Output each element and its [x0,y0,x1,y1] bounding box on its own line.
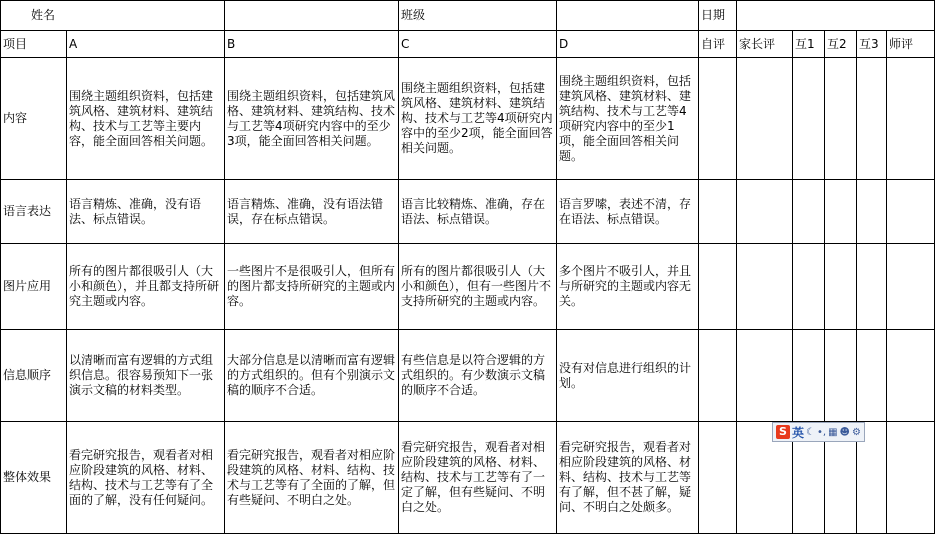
col-c[interactable]: C [399,31,557,58]
score-cell[interactable] [793,180,825,244]
score-cell[interactable] [737,180,793,244]
score-cell[interactable] [887,422,935,534]
score-cell[interactable] [887,244,935,330]
score-cell[interactable] [737,330,793,422]
score-cell[interactable] [825,180,857,244]
col-self[interactable]: 自评 [699,31,737,58]
row-label-images[interactable]: 图片应用 [1,244,67,330]
date-value-cell[interactable] [737,1,935,31]
col-a[interactable]: A [67,31,225,58]
score-cell[interactable] [737,244,793,330]
header-row-2 [1,31,935,58]
punctuation-icon[interactable]: •, [816,426,827,438]
score-cell[interactable] [887,58,935,180]
col-peer1[interactable]: 互1 [793,31,825,58]
row-label-language[interactable]: 语言表达 [1,180,67,244]
col-d[interactable]: D [557,31,699,58]
class-label[interactable]: 班级 [399,1,557,31]
cell-sequence-a[interactable]: 以清晰而富有逻辑的方式组织信息。很容易预知下一张演示文稿的材料类型。 [67,330,225,422]
score-cell[interactable] [857,244,887,330]
wrench-icon[interactable]: ⚙ [851,426,861,438]
score-cell[interactable] [793,330,825,422]
row-label-overall[interactable]: 整体效果 [1,422,67,534]
score-cell[interactable] [699,58,737,180]
score-cell[interactable] [887,180,935,244]
cell-language-a[interactable]: 语言精炼、准确，没有语法、标点错误。 [67,180,225,244]
score-cell[interactable] [737,58,793,180]
row-label-content[interactable]: 内容 [1,58,67,180]
date-label[interactable]: 日期 [699,1,737,31]
table-row [1,330,935,422]
ime-toolbar[interactable] [772,422,865,442]
ime-mode-toggle[interactable]: 英 [792,425,805,440]
score-cell[interactable] [857,330,887,422]
cell-sequence-d[interactable]: 没有对信息进行组织的计划。 [557,330,699,422]
score-cell[interactable] [793,58,825,180]
cell-content-b[interactable]: 围绕主题组织资料，包括建筑风格、建筑材料、建筑结构、技术与工艺等4项研究内容中的至少3项，能全面回答相关问题。 [225,58,399,180]
keyboard-icon[interactable]: ▦ [828,426,838,438]
score-cell[interactable] [699,330,737,422]
score-cell[interactable] [887,330,935,422]
score-cell[interactable] [857,180,887,244]
cell-overall-b[interactable]: 看完研究报告，观看者对相应阶段建筑的风格、材料、结构、技术与工艺等有了全面的了解，但有些疑问、不明白之处。 [225,422,399,534]
cell-content-d[interactable]: 围绕主题组织资料，包括建筑风格、建筑材料、建筑结构、技术与工艺等4项研究内容中的至少1项，能全面回答相关问题。 [557,58,699,180]
header-row-1 [1,1,935,31]
col-peer2[interactable]: 互2 [825,31,857,58]
cell-overall-a[interactable]: 看完研究报告，观看者对相应阶段建筑的风格、材料、结构、技术与工艺等有了全面的了解，没有任何疑问。 [67,422,225,534]
table-row [1,244,935,330]
cell-sequence-c[interactable]: 有些信息是以符合逻辑的方式组织的。有少数演示文稿的顺序不合适。 [399,330,557,422]
score-cell[interactable] [857,58,887,180]
col-item[interactable]: 项目 [1,31,67,58]
col-b[interactable]: B [225,31,399,58]
score-cell[interactable] [825,58,857,180]
cell-language-c[interactable]: 语言比较精炼、准确，存在语法、标点错误。 [399,180,557,244]
cell-images-d[interactable]: 多个图片不吸引人，并且与所研究的主题或内容无关。 [557,244,699,330]
score-cell[interactable] [825,330,857,422]
cell-images-a[interactable]: 所有的图片都很吸引人（大小和颜色），并且都支持所研究主题或内容。 [67,244,225,330]
col-teacher[interactable]: 师评 [887,31,935,58]
col-peer3[interactable]: 互3 [857,31,887,58]
name-value-cell[interactable] [225,1,399,31]
score-cell[interactable] [793,244,825,330]
cell-sequence-b[interactable]: 大部分信息是以清晰而富有逻辑的方式组织的。但有个别演示文稿的顺序不合适。 [225,330,399,422]
class-value-cell[interactable] [557,1,699,31]
score-cell[interactable] [699,180,737,244]
score-cell[interactable] [825,244,857,330]
col-parent[interactable]: 家长评 [737,31,793,58]
cell-overall-d[interactable]: 看完研究报告，观看者对相应阶段建筑的风格、材料、结构、技术与工艺等有了解，但不甚了解，疑问、不明白之处颇多。 [557,422,699,534]
table-row [1,180,935,244]
moon-icon[interactable]: ☾ [806,426,815,438]
cell-content-a[interactable]: 围绕主题组织资料，包括建筑风格、建筑材料、建筑结构、技术与工艺等主要内容，能全面回答相关问题。 [67,58,225,180]
user-icon[interactable]: ☻ [839,426,850,438]
cell-images-c[interactable]: 所有的图片都很吸引人（大小和颜色），但有一些图片不支持所研究的主题或内容。 [399,244,557,330]
cell-language-d[interactable]: 语言罗嗦，表述不清，存在语法、标点错误。 [557,180,699,244]
table-row [1,58,935,180]
cell-overall-c[interactable]: 看完研究报告，观看者对相应阶段建筑的风格、材料、结构、技术与工艺等有了一定了解，但有些疑问、不明白之处。 [399,422,557,534]
score-cell[interactable] [699,422,737,534]
ime-logo-icon[interactable]: S [776,425,790,439]
row-label-sequence[interactable]: 信息顺序 [1,330,67,422]
cell-language-b[interactable]: 语言精炼、准确，没有语法错误，存在标点错误。 [225,180,399,244]
cell-content-c[interactable]: 围绕主题组织资料，包括建筑风格、建筑材料、建筑结构、技术与工艺等4项研究内容中的至少2项，能全面回答相关问题。 [399,58,557,180]
cell-images-b[interactable]: 一些图片不是很吸引人，但所有的图片都支持所研究的主题或内容。 [225,244,399,330]
score-cell[interactable] [699,244,737,330]
name-label[interactable]: 姓名 [1,1,225,31]
